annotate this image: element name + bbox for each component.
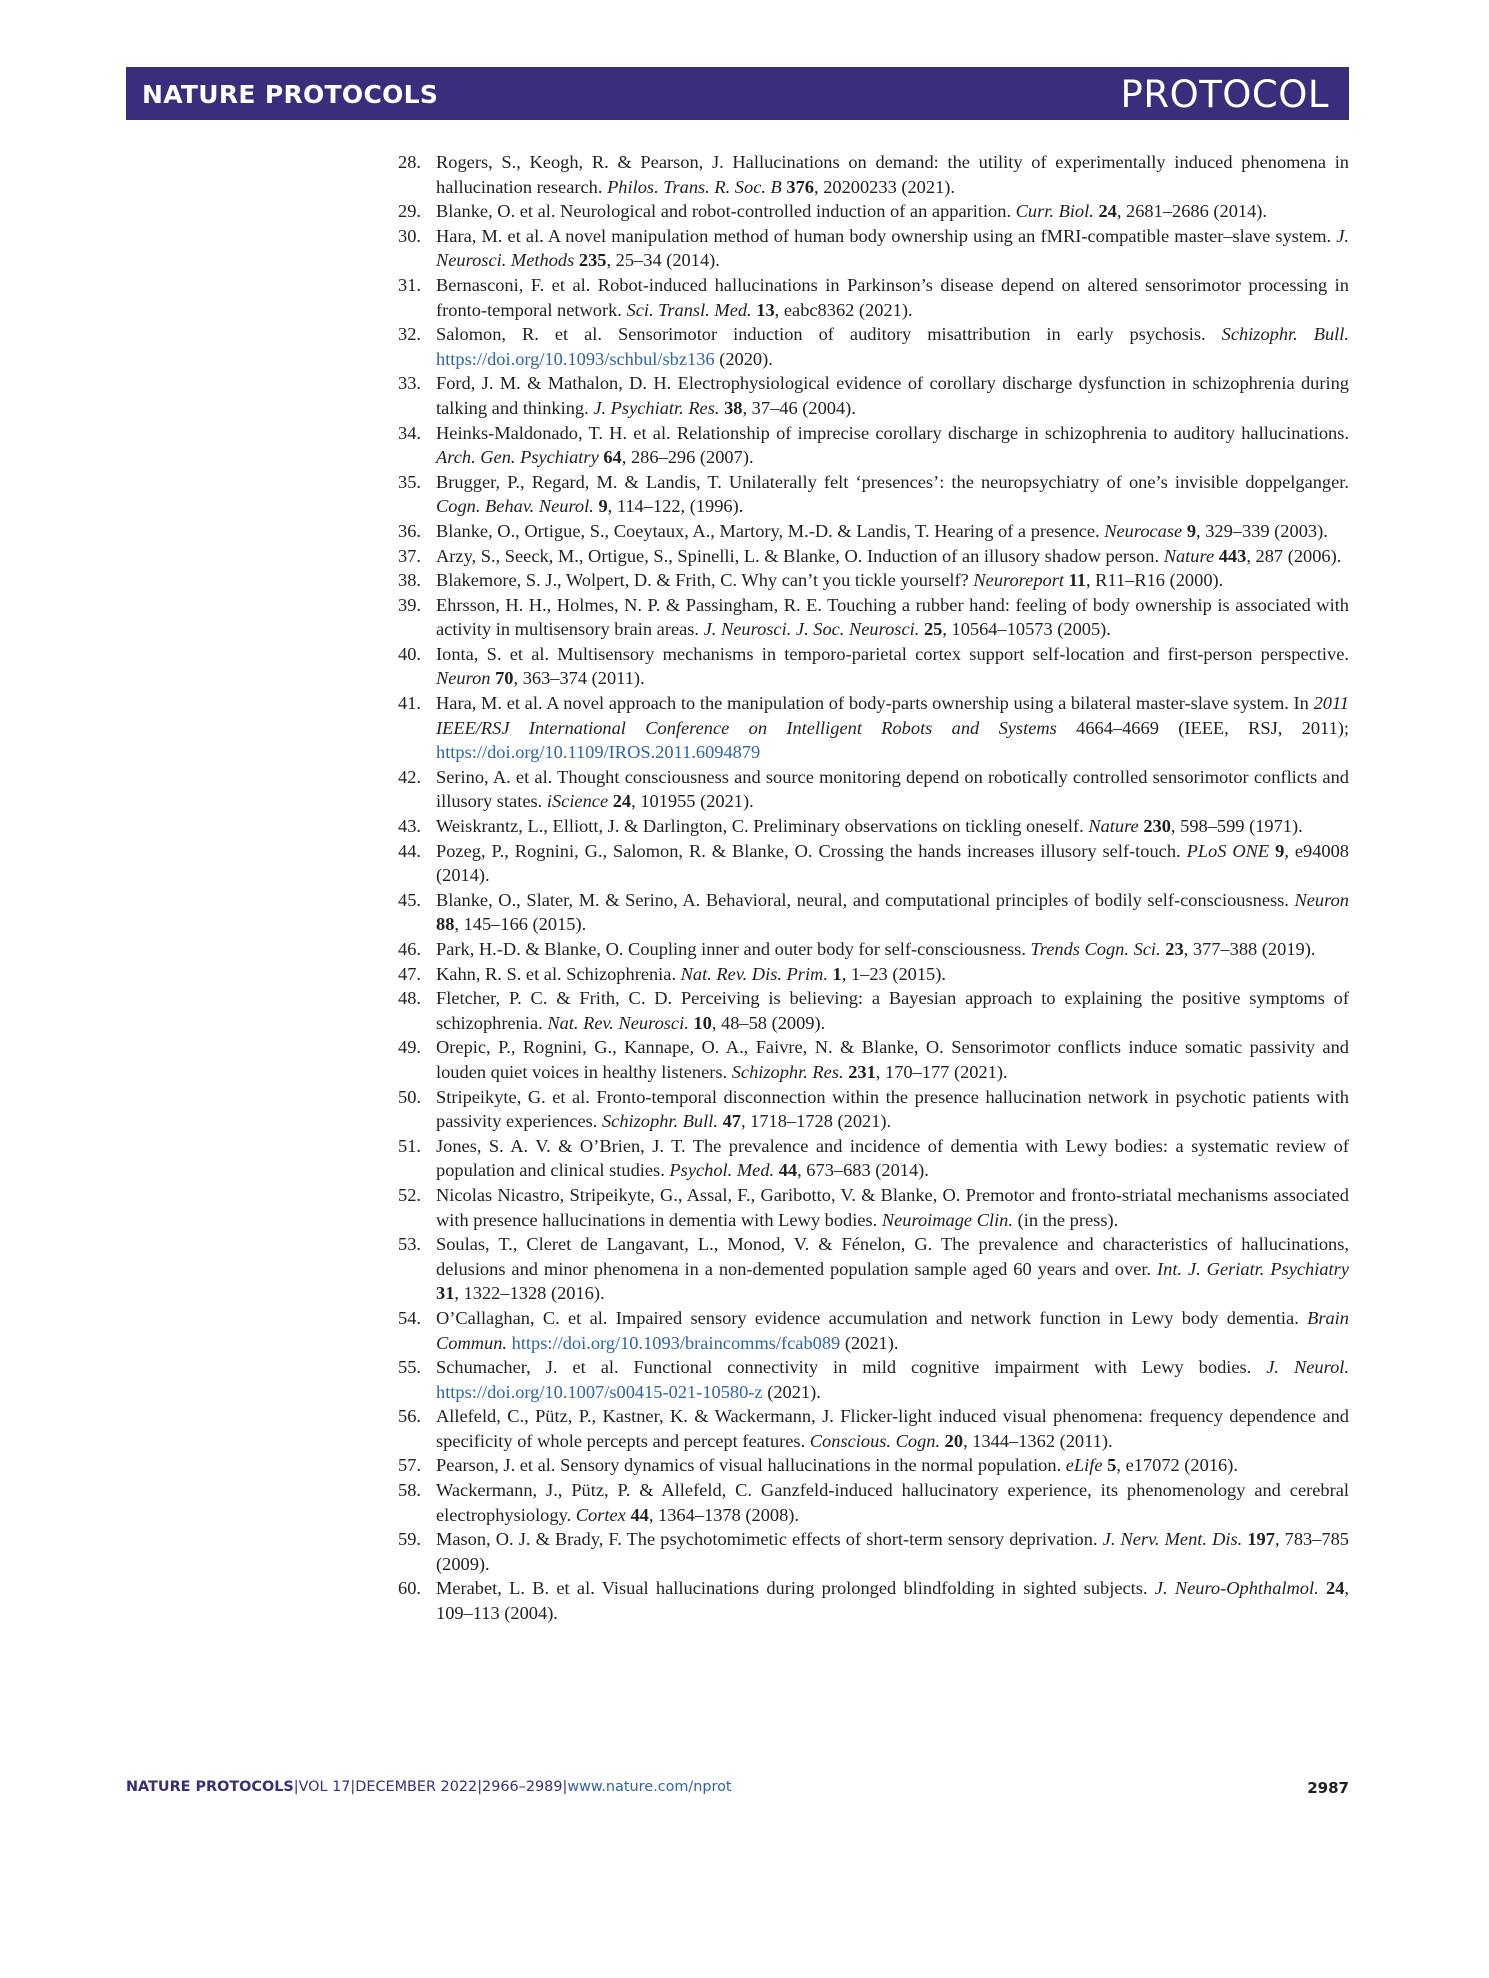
reference-number: 28. (398, 152, 421, 172)
reference-text: Blanke, O., Ortigue, S., Coeytaux, A., Martory, M.-D. & Landis, T. Hearing of a presence. (436, 520, 1105, 541)
reference-journal: Neurocase (1104, 520, 1183, 541)
reference-item (398, 421, 1349, 470)
reference-text: (2020). (714, 348, 773, 369)
reference-volume: 20 (944, 1430, 964, 1451)
reference-text: Kahn, R. S. et al. Schizophrenia. (436, 963, 681, 984)
reference-volume: 31 (436, 1283, 455, 1304)
reference-number: 44. (398, 840, 421, 861)
reference-text: Mason, O. J. & Brady, F. The psychotomimetic effects of short-term sensory deprivation. (436, 1529, 1103, 1550)
reference-text: Serino, A. et al. Thought consciousness and source monitoring depend on robotically controlled sensorimotor conflicts and illusory states. (436, 766, 1349, 812)
reference-item (398, 888, 1349, 937)
reference-text: Weiskrantz, L., Elliott, J. & Darlington, C. Preliminary observations on tickling oneself. (436, 816, 1089, 837)
reference-text: , 329–339 (2003). (1196, 520, 1328, 541)
page-footer (126, 1779, 1349, 1799)
reference-item (398, 199, 1349, 224)
reference-volume: 443 (1218, 545, 1247, 566)
reference-number: 50. (398, 1086, 421, 1107)
reference-journal: Sci. Transl. Med. (626, 299, 752, 320)
reference-journal: Philos. Trans. R. Soc. B (607, 176, 782, 197)
reference-journal: eLife (1065, 1455, 1103, 1476)
reference-text: Blakemore, S. J., Wolpert, D. & Frith, C. Why can’t you tickle yourself? (436, 570, 974, 591)
reference-journal: J. Neurosci. J. Soc. Neurosci. (703, 619, 920, 640)
reference-number: 51. (398, 1135, 421, 1156)
reference-journal: Curr. Biol. (1015, 201, 1094, 222)
reference-journal: J. Psychiatr. Res. (593, 397, 720, 418)
reference-journal: iScience (546, 791, 609, 812)
reference-item (398, 593, 1349, 642)
reference-number: 32. (398, 324, 421, 345)
footer-date: DECEMBER 2022 (355, 1779, 478, 1795)
reference-text: (2021). (762, 1381, 821, 1402)
reference-item (398, 470, 1349, 519)
reference-text: Ford, J. M. & Mathalon, D. H. Electrophysiological evidence of corollary discharge dysfunction in schizophrenia during talking and thinking. (436, 373, 1349, 418)
reference-text: , 673–683 (2014). (797, 1160, 929, 1181)
reference-text: Pozeg, P., Rognini, G., Salomon, R. & Blanke, O. Crossing the hands increases illusory self-touch. (436, 840, 1187, 861)
reference-volume: 13 (756, 299, 775, 320)
reference-item (398, 839, 1349, 888)
reference-journal: Schizophr. Bull. (601, 1111, 718, 1132)
reference-number: 59. (398, 1529, 421, 1550)
reference-number: 31. (398, 274, 421, 295)
reference-number: 30. (398, 225, 421, 246)
reference-volume: 197 (1247, 1529, 1275, 1550)
reference-text: Blanke, O., Slater, M. & Serino, A. Behavioral, neural, and computational principles of bodily self-consciousness. (436, 889, 1295, 910)
reference-volume: 25 (923, 619, 943, 640)
reference-journal: J. Neurosci. Methods (436, 225, 1349, 271)
reference-item (398, 1085, 1349, 1134)
reference-journal: Nat. Rev. Dis. Prim. (680, 963, 828, 984)
reference-number: 54. (398, 1307, 421, 1328)
reference-doi-link[interactable]: https://doi.org/10.1007/s00415-021-10580-z (436, 1381, 763, 1402)
reference-text: (in the press). (1012, 1209, 1119, 1230)
reference-journal: Cortex (575, 1504, 626, 1525)
reference-volume: 47 (722, 1111, 741, 1132)
reference-number: 57. (398, 1455, 421, 1476)
reference-number: 41. (398, 693, 421, 714)
reference-text: Ehrsson, H. H., Holmes, N. P. & Passingham, R. E. Touching a rubber hand: feeling of body ownership is associated with activity in multisensory brain areas. (436, 594, 1349, 640)
reference-doi-link[interactable]: https://doi.org/10.1109/IROS.2011.6094879 (436, 742, 761, 763)
reference-text: , 286–296 (2007). (621, 447, 754, 468)
reference-number: 33. (398, 373, 421, 394)
reference-text: , 1718–1728 (2021). (740, 1111, 892, 1132)
reference-journal: Arch. Gen. Psychiatry (436, 447, 599, 468)
reference-item (398, 273, 1349, 322)
reference-item (398, 371, 1349, 420)
reference-text: , 287 (2006). (1246, 545, 1342, 566)
reference-item (398, 1576, 1349, 1625)
reference-text: , 114–122, (1996). (607, 496, 744, 517)
reference-volume: 10 (693, 1012, 712, 1033)
reference-text: Hara, M. et al. A novel manipulation method of human body ownership using an fMRI-compatible master–slave system. (436, 225, 1337, 246)
reference-text: , eabc8362 (2021). (774, 299, 913, 320)
reference-text: , 2681–2686 (2014). (1116, 201, 1268, 222)
reference-volume: 23 (1165, 939, 1184, 959)
reference-text: , 1364–1378 (2008). (648, 1504, 800, 1525)
reference-volume: 24 (1326, 1578, 1345, 1599)
reference-text: Salomon, R. et al. Sensorimotor induction of auditory misattribution in early psychosis. (436, 324, 1222, 345)
reference-text: O’Callaghan, C. et al. Impaired sensory evidence accumulation and network function in Lewy body dementia. (436, 1307, 1308, 1328)
reference-text: Fletcher, P. C. & Frith, C. D. Perceiving is believing: a Bayesian approach to explaining the positive symptoms of schizophrenia. (436, 988, 1349, 1033)
reference-item (398, 814, 1349, 839)
reference-text: , e94008 (2014). (436, 840, 1350, 886)
reference-item (398, 937, 1349, 962)
footer-citation (126, 1779, 732, 1795)
journal-header-bar (126, 67, 1349, 120)
reference-item (398, 1404, 1349, 1453)
reference-volume: 44 (630, 1504, 649, 1525)
reference-number: 36. (398, 520, 421, 541)
reference-number: 43. (398, 816, 421, 837)
reference-item (398, 1355, 1349, 1404)
footer-separator: | (562, 1779, 568, 1795)
reference-item (398, 568, 1349, 593)
reference-item (398, 1232, 1349, 1306)
reference-journal: J. Neurol. (1266, 1357, 1349, 1378)
reference-journal: Int. J. Geriatr. Psychiatry (1157, 1258, 1349, 1279)
reference-volume: 376 (786, 176, 814, 197)
reference-journal: Neuron (436, 668, 491, 689)
reference-text: , 1322–1328 (2016). (454, 1283, 605, 1304)
reference-text: , 109–113 (2004). (436, 1578, 1349, 1624)
reference-item (398, 642, 1349, 691)
reference-text: Wackermann, J., Pütz, P. & Allefeld, C. Ganzfeld-induced hallucinatory experience, its phenomenology and cerebral electrophysiology. (436, 1480, 1349, 1525)
reference-journal: Brain Commun. (436, 1307, 1349, 1353)
reference-item (398, 1478, 1349, 1527)
reference-text: , 377–388 (2019). (1183, 939, 1316, 959)
reference-item (398, 1453, 1349, 1478)
reference-item (398, 986, 1349, 1035)
reference-text: , 783–785 (2009). (436, 1529, 1350, 1574)
reference-volume: 64 (603, 447, 622, 468)
section-label: PROTOCOL (1120, 73, 1329, 116)
reference-text: Hara, M. et al. A novel approach to the manipulation of body-parts ownership using a bilateral master-slave system. In (436, 693, 1314, 714)
reference-number: 55. (398, 1357, 421, 1378)
reference-text: , 170–177 (2021). (875, 1061, 1008, 1082)
reference-item (398, 1306, 1349, 1355)
reference-volume: 44 (778, 1160, 798, 1181)
reference-journal: J. Nerv. Ment. Dis. (1102, 1529, 1243, 1550)
reference-text (1319, 1578, 1326, 1598)
reference-journal: 2011 IEEE/RSJ International Conference on Intelligent Robots and Systems (436, 693, 1349, 738)
reference-volume: 70 (495, 668, 514, 689)
reference-item (398, 150, 1349, 199)
reference-journal: Nature (1088, 816, 1139, 837)
reference-list (398, 150, 1349, 1626)
reference-text: Stripeikyte, G. et al. Fronto-temporal disconnection within the presence hallucination network in psychotic patients with passivity experiences. (436, 1086, 1349, 1132)
reference-text: , 101955 (2021). (631, 791, 754, 812)
reference-item (398, 1183, 1349, 1232)
reference-text: Heinks-Maldonado, T. H. et al. Relationship of imprecise corollary discharge in schizophrenia to auditory hallucinations. (436, 422, 1349, 443)
reference-volume: 11 (1068, 570, 1086, 591)
reference-number: 34. (398, 422, 421, 443)
reference-volume: 88 (436, 914, 455, 935)
reference-number: 40. (398, 643, 421, 664)
reference-journal: Trends Cogn. Sci. (1030, 939, 1161, 959)
reference-text: Jones, S. A. V. & O’Brien, J. T. The prevalence and incidence of dementia with Lewy bodies: a systematic review of population and clinical studies. (436, 1135, 1349, 1181)
reference-volume: 9 (1186, 520, 1197, 541)
reference-journal: Conscious. Cogn. (809, 1430, 941, 1451)
reference-number: 45. (398, 889, 421, 910)
reference-text: , 145–166 (2015). (454, 914, 587, 935)
reference-text: , 363–374 (2011). (513, 668, 645, 689)
reference-text: Nicolas Nicastro, Stripeikyte, G., Assal, F., Garibotto, V. & Blanke, O. Premotor and fronto-striatal mechanisms associated with presence hallucinations in dementia with Lewy bodies. (436, 1184, 1349, 1230)
reference-number: 58. (398, 1480, 421, 1501)
reference-text: , 37–46 (2004). (742, 397, 856, 418)
reference-doi-link[interactable]: https://doi.org/10.1093/braincomms/fcab089 (511, 1332, 841, 1353)
reference-text: Schumacher, J. et al. Functional connectivity in mild cognitive impairment with Lewy bodies. (436, 1357, 1267, 1378)
reference-volume: 24 (612, 791, 632, 812)
reference-text: , 1–23 (2015). (841, 963, 946, 984)
reference-volume: 38 (724, 397, 743, 418)
reference-volume: 9 (1275, 840, 1285, 861)
reference-doi-link[interactable]: https://doi.org/10.1093/schbul/sbz136 (436, 348, 715, 369)
reference-number: 49. (398, 1037, 421, 1058)
reference-item (398, 1035, 1349, 1084)
reference-text: Orepic, P., Rognini, G., Kannape, O. A., Faivre, N. & Blanke, O. Sensorimotor conflicts induce somatic passivity and louden quiet voices in healthy listeners. (436, 1037, 1349, 1082)
reference-text: Soulas, T., Cleret de Langavant, L., Monod, V. & Fénelon, G. The prevalence and characteristics of hallucinations, delusions and minor phenomena in a non-demented population sample aged 60 years and over. (436, 1234, 1349, 1279)
reference-text: Brugger, P., Regard, M. & Landis, T. Unilaterally felt ‘presences’: the neuropsychiatry of one’s invisible doppelganger. (436, 471, 1349, 492)
reference-volume: 9 (598, 496, 608, 517)
reference-number: 52. (398, 1184, 421, 1205)
reference-text: , 598–599 (1971). (1170, 816, 1303, 837)
reference-journal: Psychol. Med. (669, 1160, 775, 1181)
reference-number: 60. (398, 1578, 421, 1599)
reference-number: 38. (398, 570, 421, 591)
reference-journal: PLoS ONE (1186, 840, 1270, 861)
reference-text: Arzy, S., Seeck, M., Ortigue, S., Spinelli, L. & Blanke, O. Induction of an illusory shadow person. (436, 545, 1164, 566)
reference-journal: Schizophr. Res. (731, 1061, 844, 1082)
reference-journal: Schizophr. Bull. (1221, 324, 1349, 345)
reference-number: 35. (398, 471, 421, 492)
reference-item (398, 1527, 1349, 1576)
reference-number: 48. (398, 988, 421, 1009)
journal-name: NATURE PROTOCOLS (142, 80, 439, 109)
reference-text: 4664–4669 (IEEE, RSJ, 2011); (1056, 717, 1349, 738)
footer-separator: | (350, 1779, 356, 1795)
reference-number: 53. (398, 1234, 421, 1255)
footer-separator: | (477, 1779, 483, 1795)
reference-text: Merabet, L. B. et al. Visual hallucinations during prolonged blindfolding in sighted subjects. (436, 1578, 1155, 1599)
reference-text: (2021). (840, 1332, 899, 1353)
reference-journal: Neuroimage Clin. (881, 1209, 1013, 1230)
footer-volume: VOL 17 (298, 1779, 351, 1795)
reference-text: Bernasconi, F. et al. Robot-induced hallucinations in Parkinson’s disease depend on altered sensorimotor processing in fronto-temporal network. (436, 274, 1349, 320)
reference-item (398, 519, 1349, 544)
reference-journal: Nat. Rev. Neurosci. (547, 1012, 689, 1033)
reference-volume: 1 (832, 963, 842, 984)
reference-text: Ionta, S. et al. Multisensory mechanisms in temporo-parietal cortex support self-location and first-person perspective. (436, 643, 1349, 664)
footer-journal-link[interactable]: www.nature.com/nprot (567, 1779, 732, 1795)
reference-text: Allefeld, C., Pütz, P., Kastner, K. & Wackermann, J. Flicker-light induced visual phenomena: frequency dependence and specificity of whole percepts and percept features. (436, 1406, 1349, 1451)
reference-text: Pearson, J. et al. Sensory dynamics of visual hallucinations in the normal population. (436, 1455, 1066, 1476)
reference-number: 42. (398, 766, 421, 787)
reference-volume: 24 (1098, 201, 1117, 222)
footer-journal: NATURE PROTOCOLS (126, 1779, 294, 1795)
footer-pages: 2966–2989 (482, 1779, 563, 1795)
reference-number: 37. (398, 545, 421, 566)
reference-journal: Nature (1163, 545, 1215, 566)
reference-volume: 235 (578, 250, 607, 271)
reference-journal: Neuron (1294, 889, 1349, 910)
reference-number: 39. (398, 594, 421, 615)
reference-text: , R11–R16 (2000). (1085, 570, 1224, 591)
reference-text: , 48–58 (2009). (711, 1012, 826, 1033)
reference-text: Park, H.-D. & Blanke, O. Coupling inner and outer body for self-consciousness. (436, 939, 1031, 959)
reference-number: 56. (398, 1406, 421, 1427)
reference-volume: 231 (848, 1061, 876, 1082)
reference-text: , 20200233 (2021). (814, 176, 955, 197)
page-number: 2987 (1307, 1779, 1349, 1797)
reference-number: 47. (398, 963, 421, 984)
reference-volume: 5 (1107, 1455, 1117, 1476)
reference-item (398, 544, 1349, 569)
reference-text: , e17072 (2016). (1116, 1455, 1238, 1476)
reference-item (398, 765, 1349, 814)
reference-text: , 25–34 (2014). (606, 250, 720, 271)
reference-item (398, 224, 1349, 273)
reference-text: , 10564–10573 (2005). (942, 619, 1111, 640)
reference-text: Rogers, S., Keogh, R. & Pearson, J. Hallucinations on demand: the utility of experimentally induced phenomena in hallucination research. (436, 152, 1349, 197)
reference-journal: J. Neuro-Ophthalmol. (1154, 1578, 1319, 1599)
reference-item (398, 691, 1349, 765)
footer-separator: | (293, 1779, 299, 1795)
reference-text: , 1344–1362 (2011). (963, 1430, 1113, 1451)
reference-text: Blanke, O. et al. Neurological and robot-controlled induction of an apparition. (436, 201, 1016, 222)
reference-journal: Cogn. Behav. Neurol. (436, 496, 594, 517)
reference-number: 46. (398, 939, 421, 959)
reference-item (398, 322, 1349, 371)
reference-volume: 230 (1143, 816, 1171, 837)
reference-number: 29. (398, 201, 421, 222)
reference-item (398, 962, 1349, 987)
reference-journal: Neuroreport (973, 570, 1064, 591)
reference-item (398, 1134, 1349, 1183)
